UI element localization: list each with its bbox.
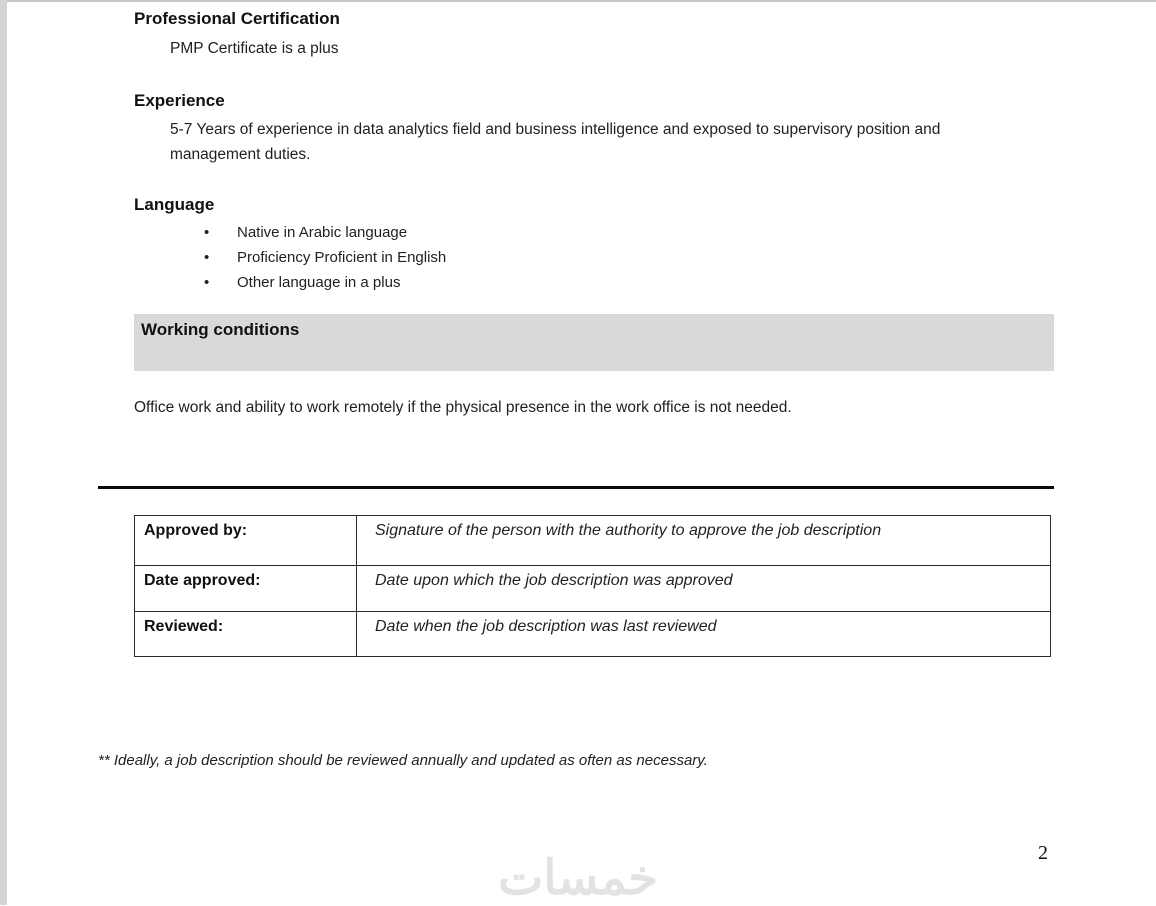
table-row (135, 566, 1051, 612)
horizontal-rule (98, 486, 1054, 489)
professional-certification-text: PMP Certificate is a plus (170, 40, 339, 57)
working-conditions-shaded-bar (134, 314, 1054, 371)
list-item-english: • Proficiency Proficient in English (134, 245, 834, 270)
table-row (135, 516, 1051, 566)
date-approved-label: Date approved: (135, 566, 357, 612)
watermark: خمسات (497, 852, 659, 905)
working-conditions-text: Office work and ability to work remotely if the physical presence in the work office is not needed. (134, 399, 792, 416)
list-item-other-language: • Other language in a plus (134, 270, 834, 295)
table-row (135, 612, 1051, 657)
reviewed-value: Date when the job description was last reviewed (357, 612, 1051, 657)
language-list (134, 220, 834, 295)
approved-by-label: Approved by: (135, 516, 357, 566)
page-edge-left (0, 0, 7, 905)
section-heading-working-conditions: Working conditions (141, 320, 300, 339)
page-edge-top (0, 0, 1156, 2)
approval-table (134, 515, 1051, 657)
experience-text: 5-7 Years of experience in data analytics field and business intelligence and exposed to supervisory position and management duties. (170, 121, 941, 163)
section-heading-professional-certification: Professional Certification (134, 9, 340, 28)
section-heading-language: Language (134, 195, 215, 214)
footnote-text: ** Ideally, a job description should be reviewed annually and updated as often as necessary. (98, 752, 708, 769)
approved-by-value: Signature of the person with the authority to approve the job description (357, 516, 1051, 566)
section-heading-experience: Experience (134, 91, 225, 110)
date-approved-value: Date upon which the job description was approved (357, 566, 1051, 612)
reviewed-label: Reviewed: (135, 612, 357, 657)
page-number: 2 (1038, 842, 1048, 864)
list-item-arabic: • Native in Arabic language (134, 220, 834, 245)
